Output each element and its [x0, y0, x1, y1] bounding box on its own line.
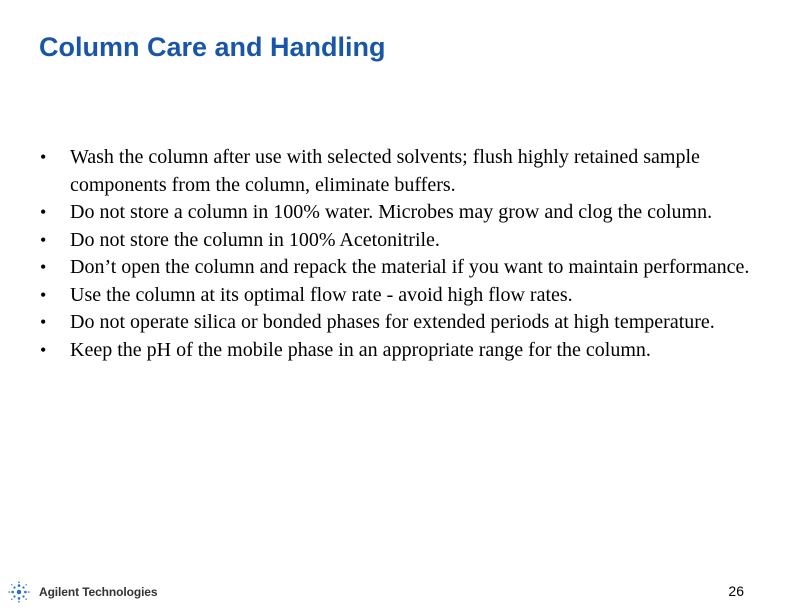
bullet-marker: • [40, 312, 47, 332]
bullet-marker: • [40, 202, 47, 222]
bullet-item [40, 199, 760, 227]
bullet-item [40, 227, 760, 255]
bullet-item [40, 337, 760, 365]
bullet-text: Do not store a column in 100% water. Microbes may grow and clog the column. [70, 201, 713, 223]
company-logo [8, 576, 157, 608]
bullet-marker: • [40, 339, 47, 360]
bullet-text: Keep the pH of the mobile phase in an appropriate range for the column. [70, 338, 651, 361]
bullet-marker: • [40, 284, 47, 305]
page-number: 26 [728, 583, 744, 599]
bullet-text: Use the column at its optimal flow rate - avoid high flow rates. [70, 283, 573, 306]
bullet-item [40, 282, 760, 310]
bullet-marker: • [40, 229, 47, 250]
bullet-item [40, 144, 760, 199]
bullet-text: Don’t open the column and repack the material if you want to maintain performance. [70, 256, 750, 278]
bullet-text: Wash the column after use with selected solvents; flush highly retained sample components from the column, eliminate buffers. [70, 146, 700, 196]
bullet-item [40, 254, 760, 282]
slide-title: Column Care and Handling [39, 32, 386, 62]
bullet-marker: • [40, 147, 47, 167]
bullet-marker: • [40, 257, 47, 277]
agilent-spark-icon [8, 581, 30, 603]
bullet-item [40, 309, 760, 337]
company-name: Agilent Technologies [39, 585, 158, 599]
bullet-list [40, 144, 760, 364]
bullet-text: Do not store the column in 100% Acetonitrile. [70, 228, 440, 251]
bullet-text: Do not operate silica or bonded phases for extended periods at high temperature. [70, 311, 715, 333]
